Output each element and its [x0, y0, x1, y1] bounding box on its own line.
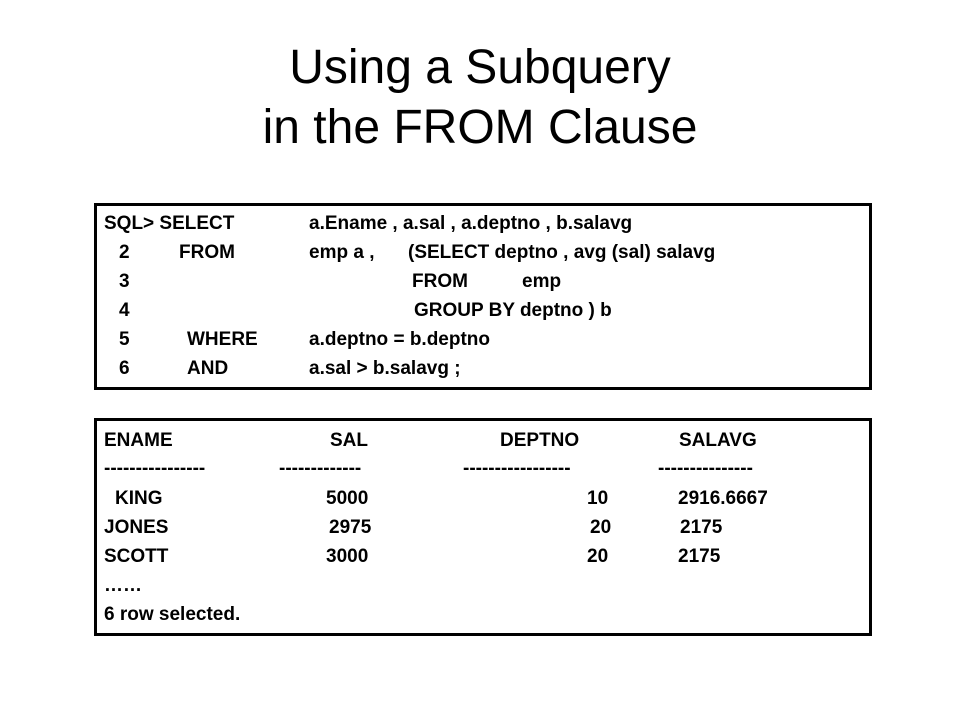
query-result-box — [94, 418, 872, 636]
result-cell-ename: KING — [115, 488, 163, 509]
result-header-salavg: SALAVG — [679, 430, 757, 451]
result-cell-deptno: 20 — [590, 517, 612, 538]
result-cell-deptno: 10 — [587, 488, 609, 509]
query-line-3-table: emp — [522, 271, 562, 292]
result-separator: --------------- — [658, 458, 753, 479]
result-cell-ename: JONES — [104, 517, 169, 538]
query-line-3-keyword: FROM — [412, 271, 468, 292]
query-line-5-number: 5 — [119, 329, 130, 350]
result-cell-ename: SCOTT — [104, 546, 169, 567]
sql-query-box — [94, 203, 872, 390]
query-line-5-keyword: WHERE — [187, 329, 258, 350]
result-cell-sal: 3000 — [326, 546, 369, 567]
query-line-2-number: 2 — [119, 242, 130, 263]
query-line-1-keyword: SQL> SELECT — [104, 213, 235, 234]
query-line-2-table: emp a , — [309, 242, 375, 263]
result-separator: ------------- — [279, 458, 362, 479]
result-separator: ----------------- — [463, 458, 571, 479]
query-line-4-group-by: GROUP BY deptno ) b — [414, 300, 612, 321]
query-line-3-number: 3 — [119, 271, 130, 292]
result-cell-salavg: 2175 — [678, 546, 721, 567]
query-line-2-keyword: FROM — [179, 242, 235, 263]
slide-title-line-1: Using a Subquery — [289, 41, 671, 94]
result-cell-sal: 5000 — [326, 488, 369, 509]
result-header-sal: SAL — [330, 430, 368, 451]
query-line-4-number: 4 — [119, 300, 130, 321]
query-line-6-condition: a.sal > b.salavg ; — [309, 358, 461, 379]
query-line-1-columns: a.Ename , a.sal , a.deptno , b.salavg — [309, 213, 633, 234]
result-ellipsis: …… — [104, 575, 142, 596]
result-cell-salavg: 2916.6667 — [678, 488, 768, 509]
result-cell-sal: 2975 — [329, 517, 372, 538]
query-line-6-number: 6 — [119, 358, 130, 379]
result-separator: ---------------- — [104, 458, 206, 479]
query-line-5-condition: a.deptno = b.deptno — [309, 329, 491, 350]
result-cell-deptno: 20 — [587, 546, 609, 567]
result-header-ename: ENAME — [104, 430, 173, 451]
result-header-deptno: DEPTNO — [500, 430, 580, 451]
result-cell-salavg: 2175 — [680, 517, 723, 538]
query-line-2-subquery: (SELECT deptno , avg (sal) salavg — [408, 242, 716, 263]
slide-title-line-2: in the FROM Clause — [262, 101, 698, 154]
query-line-6-keyword: AND — [187, 358, 229, 379]
result-row-count: 6 row selected. — [104, 604, 241, 625]
